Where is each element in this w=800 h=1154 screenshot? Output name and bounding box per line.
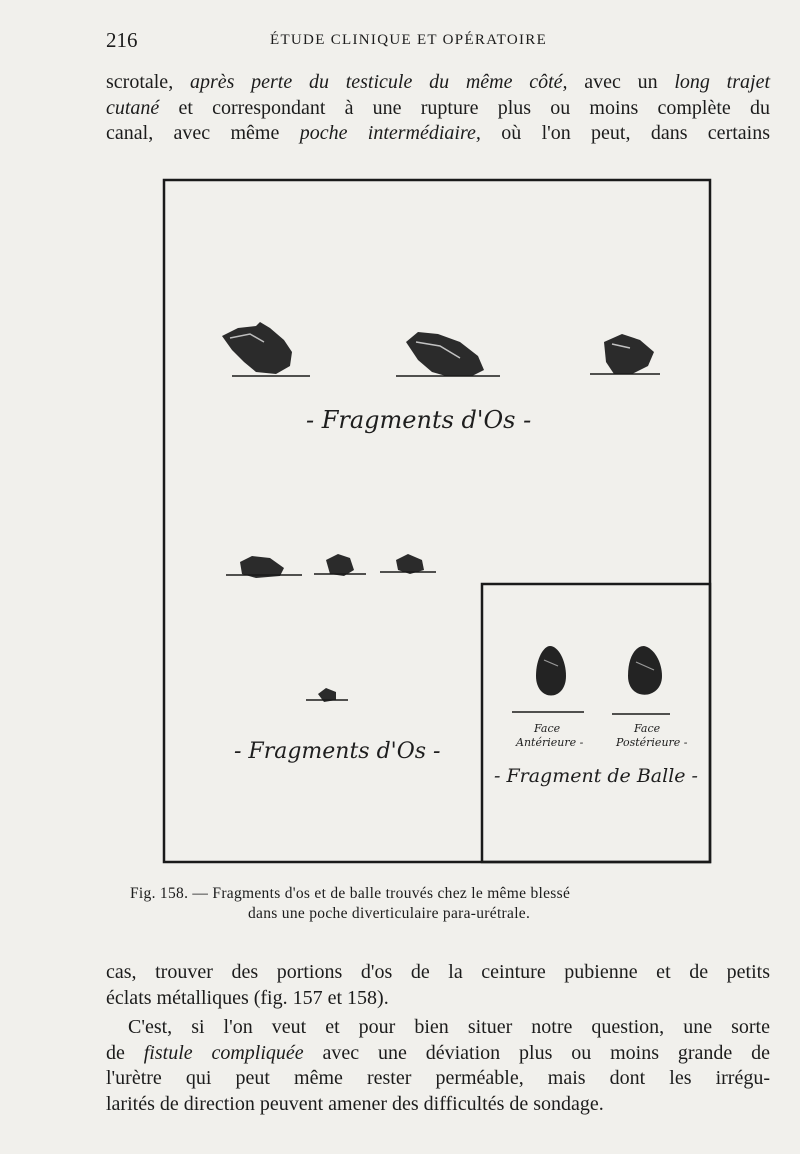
figure-inset-frame — [482, 584, 710, 862]
bullet-fragment-anterior — [512, 646, 584, 712]
italic-run: cutané — [106, 96, 160, 119]
paragraph-bottom — [106, 1015, 770, 1117]
text-line: cas, trouver des portions d'os de la ceinture pubienne et de petits — [106, 961, 770, 983]
text-line: éclats métalliques (fig. 157 et 158). — [106, 986, 389, 1009]
text-line: C'est, si l'on veut et pour bien situer notre question, une sorte — [128, 1016, 770, 1038]
bone-fragment-small-1 — [226, 556, 302, 578]
text-line — [106, 1041, 770, 1067]
text-line — [106, 121, 770, 147]
figure-label-bullet: - Fragment de Balle - — [494, 765, 698, 787]
bullet-fragment-posterior — [612, 646, 670, 714]
text-run: canal, avec même — [106, 122, 300, 144]
italic-run: poche intermédiaire, — [299, 122, 481, 144]
text-run: avec un — [567, 71, 675, 93]
label-face-posterior-2: Postérieure - — [616, 736, 688, 749]
label-face-posterior-1: Face — [634, 722, 661, 735]
text-line: larités de direction peuvent amener des difficultés de sondage. — [106, 1092, 604, 1115]
bone-fragment-small-3 — [380, 554, 436, 574]
figure-158 — [160, 176, 716, 866]
figure-drawing — [160, 176, 716, 866]
figure-label-bone-bottom: - Fragments d'Os - — [234, 739, 441, 764]
paragraph-bottom-continuation — [106, 960, 770, 1011]
running-title: ÉTUDE CLINIQUE ET OPÉRATOIRE — [270, 32, 548, 48]
text-line — [106, 96, 770, 122]
text-line — [106, 70, 770, 96]
figure-label-bone-top: - Fragments d'Os - — [306, 406, 532, 434]
italic-run: fistule compliquée — [143, 1041, 304, 1064]
text-line: l'urètre qui peut même rester perméable, mais dont les irrégu- — [106, 1067, 770, 1089]
bone-fragment-3 — [590, 334, 660, 374]
paragraph-top — [106, 70, 770, 147]
caption-line: dans une poche diverticulaire para-urétrale. — [248, 905, 531, 922]
bone-fragment-tiny — [306, 688, 348, 702]
text-run: où l'on peut, dans certains — [480, 122, 770, 144]
page-header — [106, 28, 770, 58]
figure-caption — [130, 884, 760, 924]
text-run: et correspondant à une rupture plus ou moins complète du — [159, 96, 770, 119]
label-face-anterior-2: Antérieure - — [516, 736, 584, 749]
text-run: scrotale, — [106, 71, 190, 93]
bone-fragment-small-2 — [314, 554, 366, 576]
text-run: de — [106, 1041, 144, 1064]
caption-line: Fig. 158. — Fragments d'os et de balle trouvés chez le même blessé — [130, 885, 571, 902]
bone-fragment-2 — [396, 332, 500, 376]
text-run: avec une déviation plus ou moins grande de — [303, 1041, 770, 1064]
italic-run: long trajet — [674, 71, 771, 93]
label-face-anterior-1: Face — [534, 722, 561, 735]
bone-fragment-1 — [222, 322, 310, 376]
italic-run: après perte du testicule du même côté, — [189, 71, 568, 93]
page-number: 216 — [106, 28, 138, 52]
